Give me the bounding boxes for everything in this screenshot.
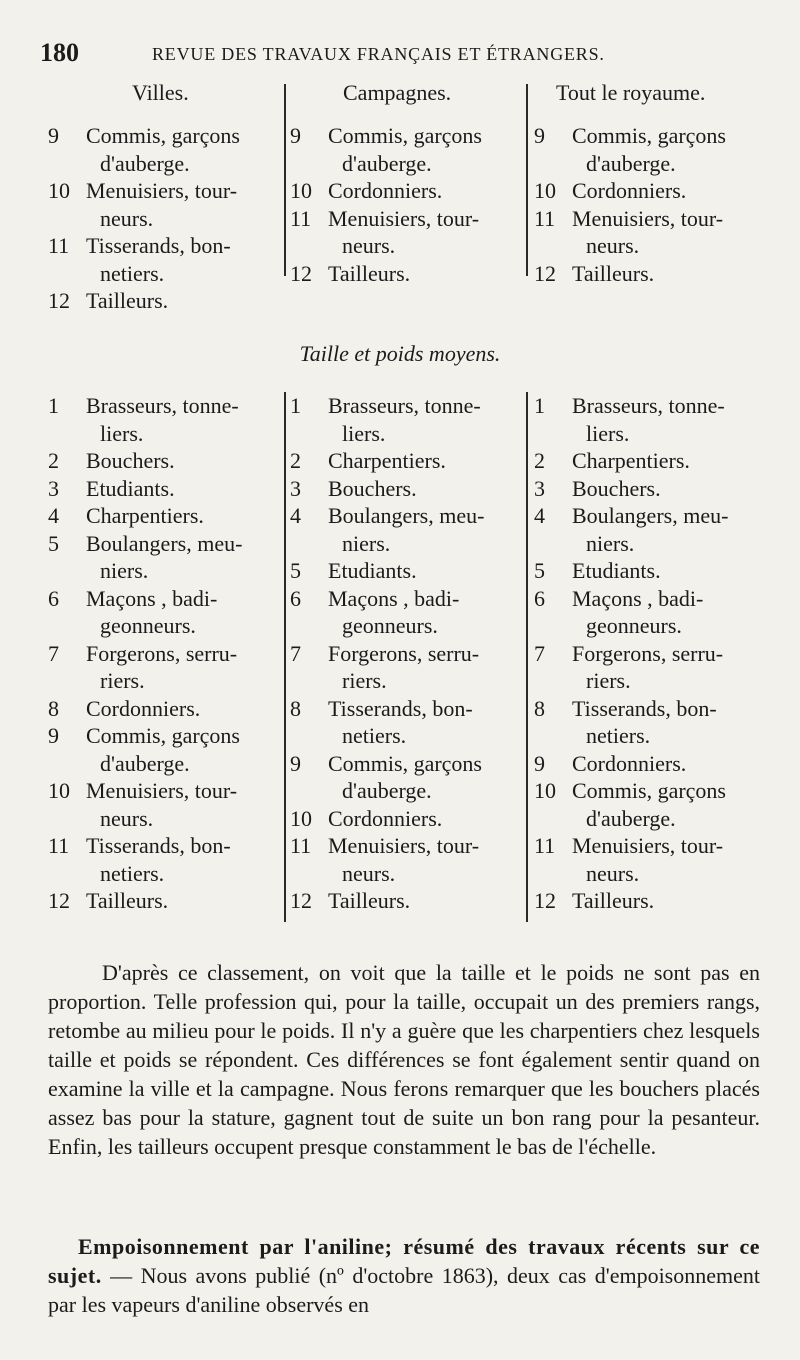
profession-name <box>328 122 522 177</box>
rank-item <box>290 585 522 640</box>
rank-item <box>48 777 280 832</box>
rank-item <box>534 750 766 778</box>
profession-line: Cordonniers. <box>572 750 687 776</box>
rank-item <box>290 640 522 695</box>
profession-name <box>86 475 280 503</box>
profession-line-continued: niers. <box>586 530 635 556</box>
profession-name <box>86 695 280 723</box>
profession-line: Commis, garçons <box>572 123 726 148</box>
profession-name <box>328 832 522 887</box>
rank-number: 5 <box>48 530 59 556</box>
profession-line: Cordonniers. <box>86 695 201 721</box>
rank-item <box>48 722 280 777</box>
ranking-table-top <box>48 122 760 324</box>
rank-item <box>48 887 280 915</box>
profession-line-continued: niers. <box>342 530 391 556</box>
rank-number: 3 <box>290 475 301 501</box>
ranking-table-bottom <box>48 392 760 932</box>
profession-line-continued: d'auberge. <box>586 805 676 831</box>
profession-line-continued: neurs. <box>586 860 640 886</box>
rank-item <box>48 502 280 530</box>
rank-item <box>290 392 522 447</box>
profession-name <box>86 887 280 915</box>
rank-number: 12 <box>290 888 312 913</box>
profession-name <box>572 695 766 750</box>
profession-line: Menuisiers, tour- <box>572 833 724 858</box>
profession-name <box>86 232 280 287</box>
profession-line: Tisserands, bon- <box>328 695 473 721</box>
rank-item <box>290 557 522 585</box>
rank-item <box>290 177 522 205</box>
profession-name <box>328 392 522 447</box>
profession-line: Bouchers. <box>572 475 661 501</box>
rank-number: 2 <box>534 448 545 473</box>
profession-name <box>86 777 280 832</box>
rank-item <box>48 475 280 503</box>
profession-line: Tisserands, bon- <box>86 233 231 258</box>
profession-line: Menuisiers, tour- <box>86 778 238 803</box>
profession-line-continued: d'auberge. <box>342 150 432 176</box>
profession-line: Forgerons, serru- <box>86 640 238 666</box>
profession-line-continued: niers. <box>100 558 149 583</box>
rank-number: 11 <box>290 833 312 858</box>
profession-line: Cordonniers. <box>328 805 443 831</box>
rank-number: 9 <box>534 750 545 776</box>
profession-name <box>86 832 280 887</box>
profession-line: Bouchers. <box>86 448 175 473</box>
section-title: Empoisonnement par l'aniline; résumé des travaux récents sur ce sujet. <box>48 1234 760 1288</box>
profession-line-continued: netiers. <box>100 860 165 886</box>
profession-name <box>328 887 522 915</box>
profession-line: Tailleurs. <box>86 288 169 313</box>
profession-line-continued: d'auberge. <box>342 778 432 803</box>
profession-name <box>328 260 522 288</box>
profession-line-continued: geonneurs. <box>100 613 196 638</box>
profession-line: Charpentiers. <box>328 448 446 473</box>
profession-name <box>328 475 522 503</box>
profession-name <box>328 640 522 695</box>
rank-number: 12 <box>290 260 312 286</box>
profession-name <box>86 640 280 695</box>
profession-line-continued: d'auberge. <box>586 150 676 176</box>
column-header-villes: Villes. <box>132 80 189 105</box>
profession-name <box>572 177 766 205</box>
rank-item <box>290 805 522 833</box>
rank-item <box>290 205 522 260</box>
profession-line: Etudiants. <box>328 558 417 583</box>
rank-number: 6 <box>534 585 545 611</box>
profession-name <box>572 777 766 832</box>
profession-name <box>86 447 280 475</box>
profession-name <box>86 392 280 447</box>
rank-number: 4 <box>290 503 301 528</box>
rank-number: 11 <box>534 205 556 231</box>
profession-line: Tailleurs. <box>86 888 169 913</box>
body-paragraph: D'après ce classement, on voit que la taille et le poids ne sont pas en proportion. Telle profession qui, pour la taille, occupait un des premiers rangs, retombe au milieu pour le poids. Il n'y a guère que les charpentiers chez lesquels taille et poids se répondent. Ces différences se font également sentir quand on examine la ville et la campagne. Nous ferons remarquer que les bouchers placés assez bas pour la stature, gagnent tout de suite un bon rang pour la pesanteur. Enfin, les tailleurs occupent presque constamment le bas de l'échelle. <box>48 960 760 1159</box>
rank-number: 11 <box>48 833 70 858</box>
profession-line: Bouchers. <box>328 475 417 501</box>
profession-name <box>572 887 766 915</box>
profession-line: Maçons , badi- <box>572 585 704 611</box>
rank-number: 11 <box>48 233 70 258</box>
profession-name <box>86 287 280 315</box>
rank-number: 2 <box>48 448 59 473</box>
rank-item <box>48 447 280 475</box>
profession-line: Menuisiers, tour- <box>328 205 480 231</box>
profession-line: Etudiants. <box>86 475 175 501</box>
rank-item <box>534 832 766 887</box>
rank-number: 10 <box>48 178 70 203</box>
rank-item <box>290 447 522 475</box>
profession-line: Tisserands, bon- <box>572 695 717 721</box>
rank-number: 9 <box>48 123 59 148</box>
profession-name <box>86 585 280 640</box>
rank-number: 3 <box>48 475 59 501</box>
rank-item <box>48 392 280 447</box>
profession-name <box>328 557 522 585</box>
column-divider <box>284 84 286 276</box>
profession-line: Commis, garçons <box>572 778 726 803</box>
rank-item <box>48 177 280 232</box>
rank-number: 10 <box>534 778 556 803</box>
rank-item <box>48 122 280 177</box>
column-headers <box>48 80 760 110</box>
profession-name <box>572 475 766 503</box>
section-paragraph <box>48 1232 760 1319</box>
rank-item <box>290 832 522 887</box>
rank-number: 6 <box>48 585 59 611</box>
page-number: 180 <box>40 38 79 67</box>
profession-name <box>572 205 766 260</box>
rank-item <box>290 260 522 288</box>
profession-line: Tisserands, bon- <box>86 833 231 858</box>
profession-line-continued: neurs. <box>100 805 154 831</box>
rank-number: 10 <box>48 778 70 803</box>
profession-line-continued: netiers. <box>586 723 651 748</box>
profession-line: Tailleurs. <box>328 260 411 286</box>
column-divider <box>284 392 286 922</box>
profession-name <box>328 205 522 260</box>
profession-line: Maçons , badi- <box>328 585 460 611</box>
profession-line: Boulangers, meu- <box>86 530 243 556</box>
rank-item <box>48 232 280 287</box>
rank-item <box>290 122 522 177</box>
rank-number: 5 <box>534 558 545 583</box>
column-villes <box>48 122 280 315</box>
column-header-royaume: Tout le royaume. <box>556 80 706 105</box>
rank-number: 11 <box>290 205 312 231</box>
rank-number: 8 <box>48 695 59 721</box>
profession-line-continued: neurs. <box>586 233 640 258</box>
rank-item <box>534 695 766 750</box>
profession-line: Boulangers, meu- <box>572 503 729 528</box>
profession-name <box>572 832 766 887</box>
profession-name <box>328 695 522 750</box>
rank-number: 4 <box>48 503 59 528</box>
profession-line-continued: d'auberge. <box>100 750 190 776</box>
profession-line: Commis, garçons <box>86 723 240 748</box>
rank-item <box>534 475 766 503</box>
profession-line: Commis, garçons <box>86 123 240 148</box>
rank-item <box>290 887 522 915</box>
rank-number: 1 <box>48 393 59 418</box>
rank-number: 9 <box>48 723 59 748</box>
profession-name <box>328 585 522 640</box>
profession-line-continued: geonneurs. <box>586 613 682 638</box>
rank-item <box>534 502 766 557</box>
profession-line-continued: liers. <box>586 420 630 446</box>
rank-item <box>534 447 766 475</box>
profession-line: Brasseurs, tonne- <box>86 393 239 418</box>
profession-name <box>86 177 280 232</box>
rank-number: 8 <box>290 695 301 721</box>
profession-name <box>86 502 280 530</box>
profession-name <box>86 530 280 585</box>
profession-line: Cordonniers. <box>572 178 687 203</box>
rank-number: 9 <box>290 123 301 148</box>
profession-line-continued: liers. <box>342 420 386 446</box>
profession-name <box>572 392 766 447</box>
profession-line: Forgerons, serru- <box>328 640 480 666</box>
rank-number: 10 <box>534 178 556 203</box>
rank-number: 2 <box>290 448 301 473</box>
profession-line-continued: geonneurs. <box>342 613 438 638</box>
profession-name <box>328 805 522 833</box>
rank-number: 10 <box>290 805 312 831</box>
rank-number: 11 <box>534 833 556 858</box>
profession-line: Brasseurs, tonne- <box>328 393 481 418</box>
rank-item <box>48 530 280 585</box>
profession-line: Maçons , badi- <box>86 585 218 611</box>
profession-name <box>328 750 522 805</box>
rank-item <box>534 122 766 177</box>
profession-line: Brasseurs, tonne- <box>572 393 725 418</box>
table-subtitle: Taille et poids moyens. <box>299 341 501 366</box>
profession-line: Charpentiers. <box>572 448 690 473</box>
rank-number: 9 <box>290 750 301 776</box>
profession-line: Tailleurs. <box>572 888 655 913</box>
rank-number: 12 <box>48 888 70 913</box>
profession-line-continued: neurs. <box>342 860 396 886</box>
rank-item <box>48 695 280 723</box>
column-royaume <box>534 392 766 915</box>
profession-line: Tailleurs. <box>328 888 411 913</box>
running-title: REVUE DES TRAVAUX FRANÇAIS ET ÉTRANGERS. <box>152 44 605 64</box>
profession-line: Cordonniers. <box>328 178 443 203</box>
profession-line-continued: liers. <box>100 420 144 446</box>
section-text: — Nous avons publié (nº d'octobre 1863), deux cas d'empoisonnement par les vapeurs d'aniline observés en <box>48 1263 761 1317</box>
profession-line: Menuisiers, tour- <box>572 205 724 231</box>
profession-name <box>572 557 766 585</box>
rank-number: 10 <box>290 178 312 203</box>
rank-item <box>534 260 766 288</box>
rank-item <box>534 392 766 447</box>
profession-line-continued: riers. <box>342 668 387 693</box>
profession-name <box>572 502 766 557</box>
rank-number: 9 <box>534 123 545 148</box>
rank-number: 5 <box>290 558 301 583</box>
profession-line: Etudiants. <box>572 558 661 583</box>
rank-number: 12 <box>534 260 556 286</box>
profession-line: Menuisiers, tour- <box>328 833 480 858</box>
profession-line-continued: riers. <box>586 668 631 693</box>
column-header-campagnes: Campagnes. <box>343 80 452 105</box>
profession-line: Commis, garçons <box>328 750 482 776</box>
profession-line: Charpentiers. <box>86 503 204 528</box>
profession-line: Tailleurs. <box>572 260 655 286</box>
profession-line-continued: netiers. <box>100 260 165 286</box>
rank-item <box>290 475 522 503</box>
profession-name <box>328 502 522 557</box>
rank-item <box>290 750 522 805</box>
profession-line-continued: neurs. <box>100 205 154 231</box>
profession-name <box>572 640 766 695</box>
rank-item <box>48 832 280 887</box>
profession-line-continued: d'auberge. <box>100 150 190 176</box>
profession-name <box>328 447 522 475</box>
rank-item <box>534 585 766 640</box>
column-divider <box>526 84 528 276</box>
rank-item <box>48 585 280 640</box>
column-villes <box>48 392 280 915</box>
rank-item <box>534 777 766 832</box>
profession-line: Menuisiers, tour- <box>86 178 238 203</box>
column-royaume <box>534 122 766 287</box>
rank-item <box>290 502 522 557</box>
rank-number: 7 <box>48 640 59 666</box>
rank-number: 6 <box>290 585 301 611</box>
rank-number: 3 <box>534 475 545 501</box>
profession-line: Boulangers, meu- <box>328 503 485 528</box>
profession-name <box>86 722 280 777</box>
profession-name <box>572 585 766 640</box>
rank-item <box>534 640 766 695</box>
rank-item <box>534 205 766 260</box>
rank-item <box>534 887 766 915</box>
rank-number: 7 <box>534 640 545 666</box>
rank-number: 1 <box>534 393 545 418</box>
rank-item <box>534 557 766 585</box>
rank-number: 1 <box>290 393 301 418</box>
profession-name <box>328 177 522 205</box>
rank-number: 8 <box>534 695 545 721</box>
column-campagnes <box>290 392 522 915</box>
rank-item <box>48 287 280 315</box>
column-campagnes <box>290 122 522 287</box>
profession-name <box>572 260 766 288</box>
rank-item <box>48 640 280 695</box>
rank-item <box>534 177 766 205</box>
rank-number: 12 <box>534 888 556 913</box>
profession-line-continued: riers. <box>100 668 145 693</box>
rank-number: 4 <box>534 503 545 528</box>
column-divider <box>526 392 528 922</box>
profession-name <box>572 750 766 778</box>
rank-number: 7 <box>290 640 301 666</box>
profession-name <box>572 122 766 177</box>
profession-name <box>86 122 280 177</box>
profession-name <box>572 447 766 475</box>
profession-line-continued: netiers. <box>342 723 407 748</box>
rank-item <box>290 695 522 750</box>
profession-line-continued: neurs. <box>342 233 396 258</box>
rank-number: 12 <box>48 288 70 313</box>
profession-line: Forgerons, serru- <box>572 640 724 666</box>
profession-line: Commis, garçons <box>328 123 482 148</box>
page-header <box>40 38 760 68</box>
